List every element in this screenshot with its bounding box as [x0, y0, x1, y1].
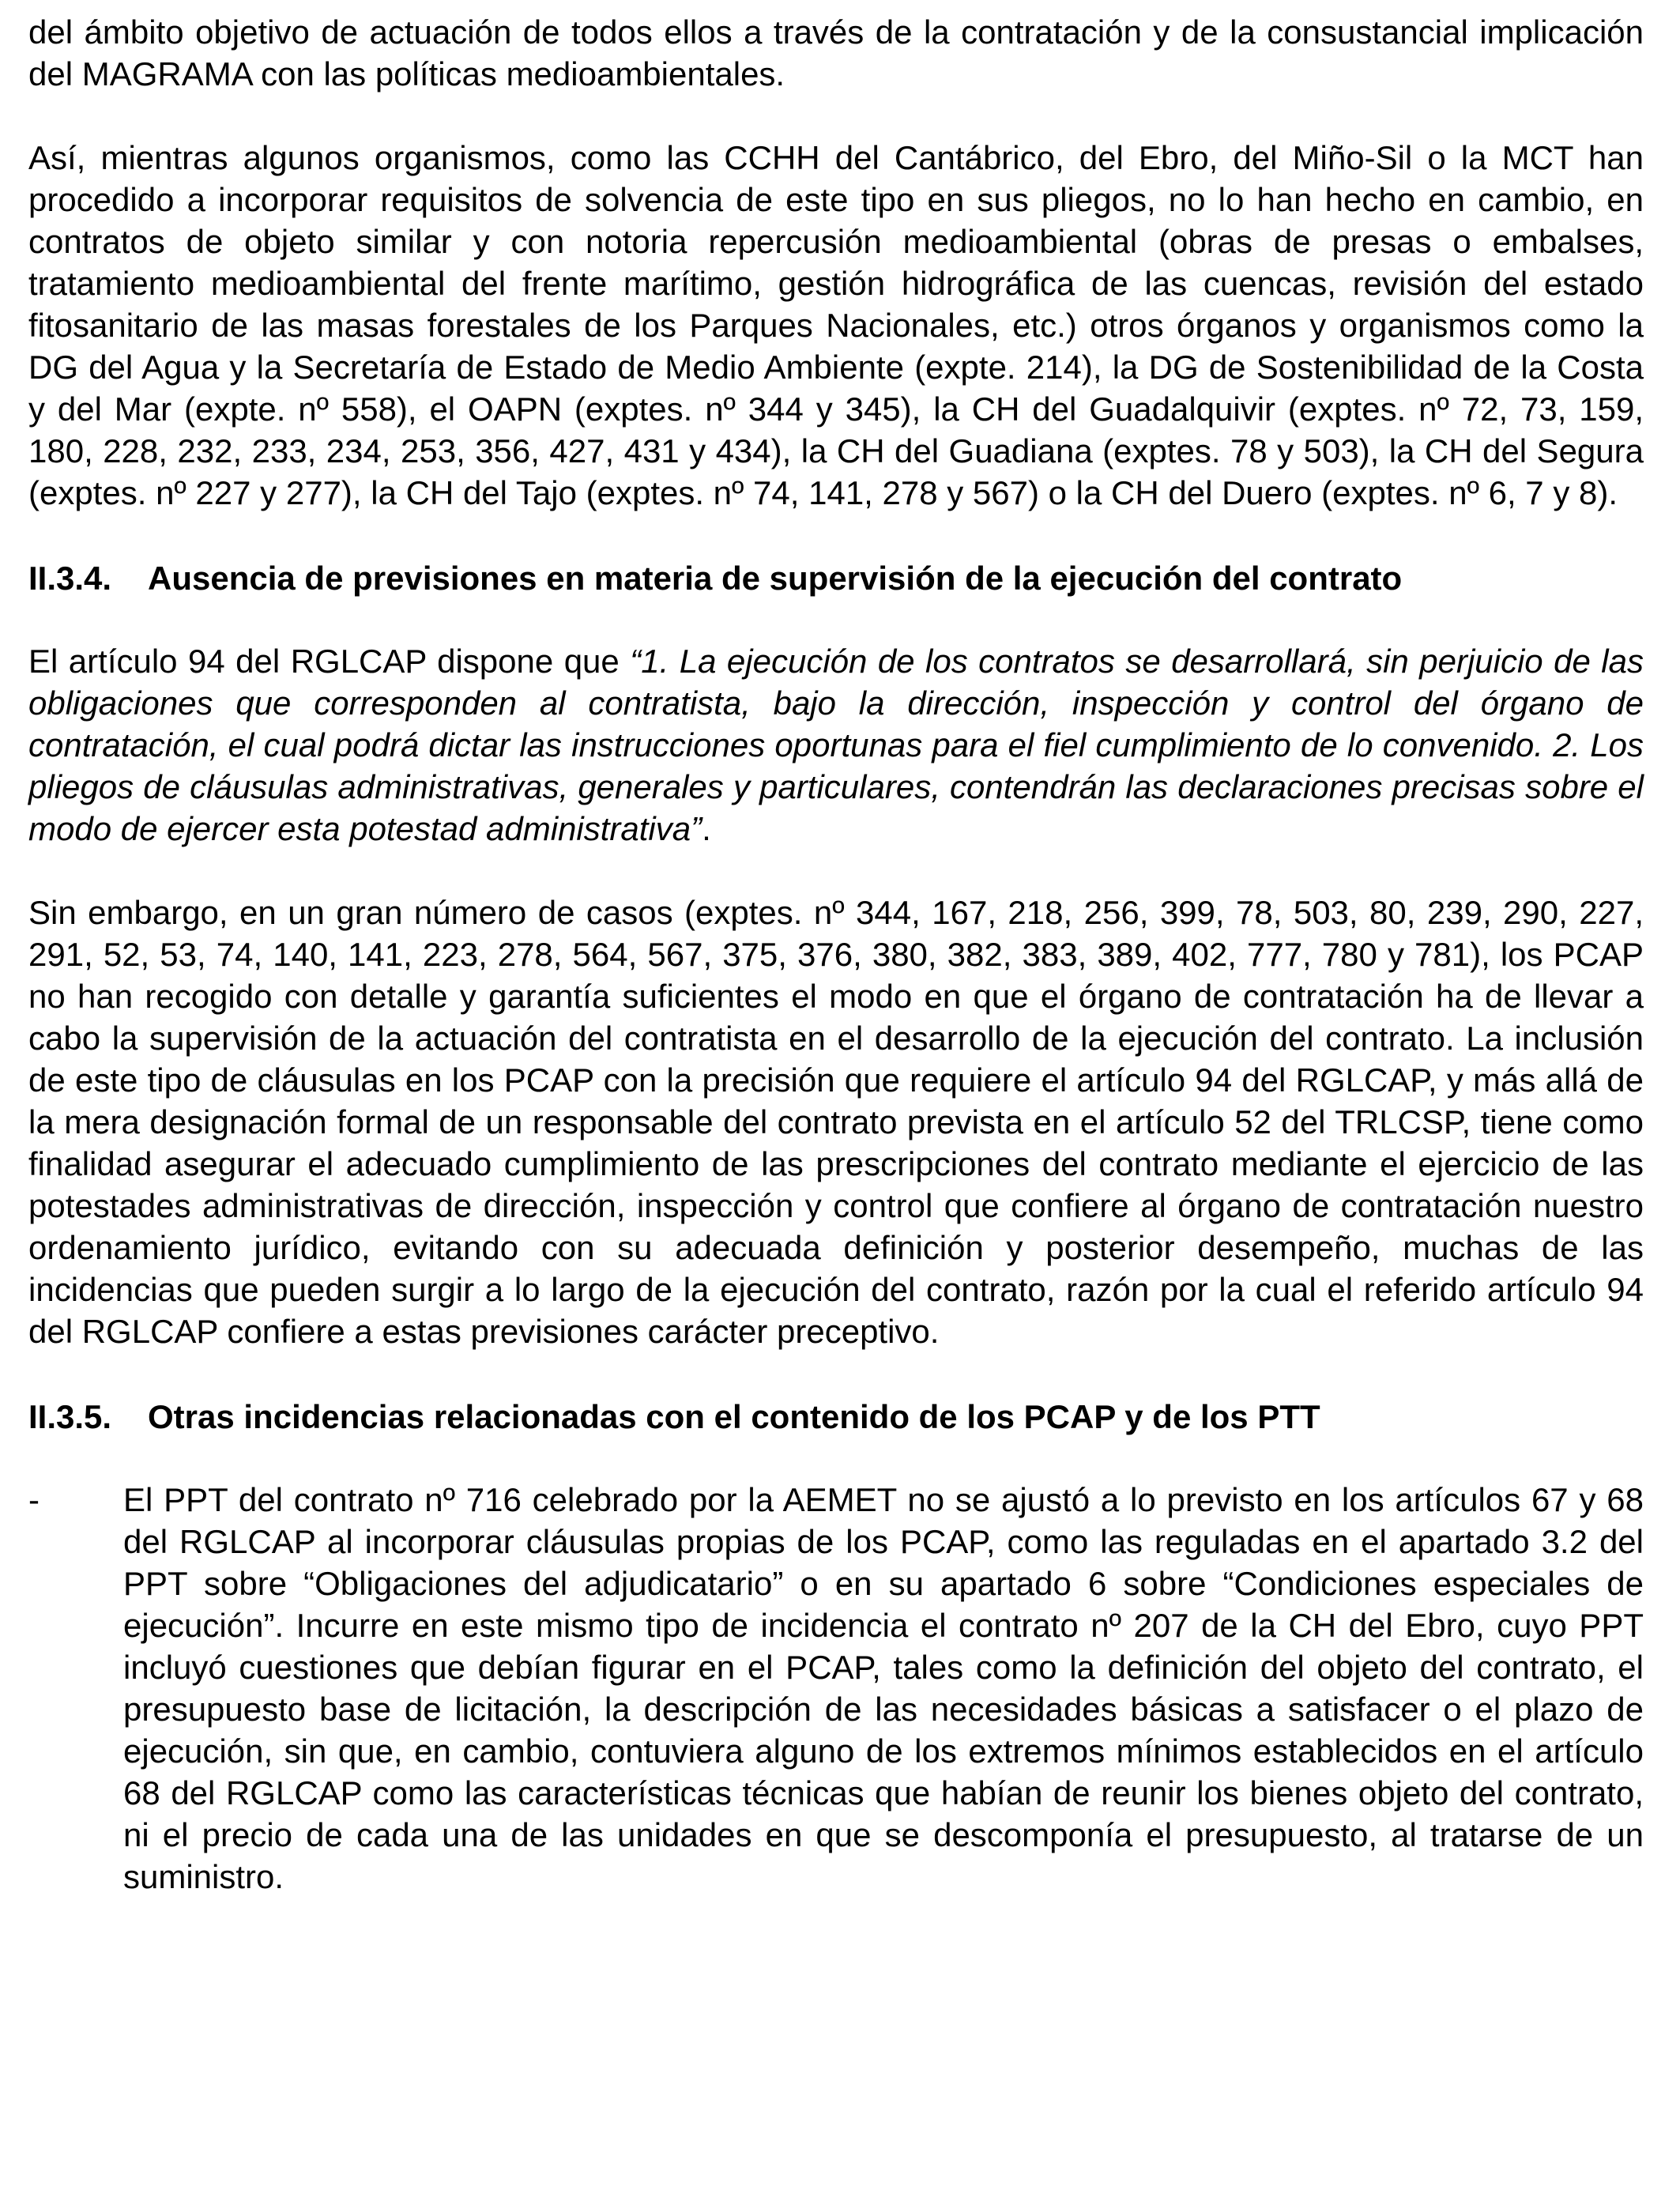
- paragraph-1: del ámbito objetivo de actuación de todos ellos a través de la contratación y de la consustancial implicación del MAGRAMA con las políticas medioambientales.: [28, 13, 1644, 92]
- section-heading-2-3-5: [28, 1396, 1644, 1438]
- paragraph-4: Sin embargo, en un gran número de casos (exptes. nº 344, 167, 218, 256, 399, 78, 503, 80, 239, 290, 227, 291, 52, 53, 74, 140, 141, 223, 278, 564, 567, 375, 376, 380, 382, 383, 389, 402, 777, 780 y 781), los PCAP no han recogido con detalle y garantía suficientes el modo en que el órgano de contratación ha de llevar a cabo la supervisión de la actuación del contratista en el desarrollo de la ejecución del contrato. La inclusión de este tipo de cláusulas en los PCAP con la precisión que requiere el artículo 94 del RGLCAP, y más allá de la mera designación formal de un responsable del contrato prevista en el artículo 52 del TRLCSP, tiene como finalidad asegurar el adecuado cumplimiento de las prescripciones del contrato mediante el ejercicio de las potestades administrativas de dirección, inspección y control que confiere al órgano de contratación nuestro ordenamiento jurídico, evitando con su adecuada definición y posterior desempeño, muchas de las incidencias que pueden surgir a lo largo de la ejecución del contrato, razón por la cual el referido artículo 94 del RGLCAP confiere a estas previsiones carácter preceptivo.: [28, 894, 1644, 1350]
- paragraph-3: [28, 640, 1644, 850]
- paragraph-3-intro: El artículo 94 del RGLCAP dispone que: [28, 643, 631, 680]
- section-number: II.3.5.: [28, 1398, 112, 1435]
- paragraph-spacer: [28, 95, 1644, 137]
- paragraph-spacer: [28, 514, 1644, 557]
- bullet-item: [28, 1479, 1644, 1898]
- bullet-marker: -: [28, 1481, 40, 1518]
- section-title: Ausencia de previsiones en materia de supervisión de la ejecución del contrato: [148, 560, 1403, 597]
- paragraph-spacer: [28, 599, 1644, 640]
- bullet-text: El PPT del contrato nº 716 celebrado por la AEMET no se ajustó a lo previsto en los artículos 67 y 68 del RGLCAP al incorporar cláusulas propias de los PCAP, como las reguladas en el apartado 3.2 del PPT sobre “Obligaciones del adjudicatario” o en su apartado 6 sobre “Condiciones especiales de ejecución”. Incurre en este mismo tipo de incidencia el contrato nº 207 de la CH del Ebro, cuyo PPT incluyó cuestiones que debían figurar en el PCAP, tales como la definición del objeto del contrato, el presupuesto base de licitación, la descripción de las necesidades básicas a satisfacer o el plazo de ejecución, sin que, en cambio, contuviera alguno de los extremos mínimos establecidos en el artículo 68 del RGLCAP como las características técnicas que habían de reunir los bienes objeto del contrato, ni el precio de cada una de las unidades en que se descomponía el presupuesto, al tratarse de un suministro.: [123, 1481, 1644, 1895]
- paragraph-3-end: .: [702, 810, 711, 847]
- paragraph-3-quote: “1. La ejecución de los contratos se desarrollará, sin perjuicio de las obligaciones que corresponden al contratista, bajo la dirección, inspección y control del órgano de contratación, el cual podrá dictar las instrucciones oportunas para el fiel cumplimiento de lo convenido. 2. Los pliegos de cláusulas administrativas, generales y particulares, contendrán las declaraciones precisas sobre el modo de ejercer esta potestad administrativa”: [28, 643, 1644, 847]
- section-heading-2-3-4: [28, 557, 1644, 599]
- section-number: II.3.4.: [28, 560, 112, 597]
- paragraph-spacer: [28, 850, 1644, 892]
- paragraph-spacer: [28, 1352, 1644, 1396]
- section-title: Otras incidencias relacionadas con el contenido de los PCAP y de los PTT: [148, 1398, 1320, 1435]
- paragraph-spacer: [28, 1438, 1644, 1479]
- document-page: [28, 11, 1644, 1898]
- paragraph-2: Así, mientras algunos organismos, como las CCHH del Cantábrico, del Ebro, del Miño-Sil o la MCT han procedido a incorporar requisitos de solvencia de este tipo en sus pliegos, no lo han hecho en cambio, en contratos de objeto similar y con notoria repercusión medioambiental (obras de presas o embalses, tratamiento medioambiental del frente marítimo, gestión hidrográfica de las cuencas, revisión del estado fitosanitario de las masas forestales de los Parques Nacionales, etc.) otros órganos y organismos como la DG del Agua y la Secretaría de Estado de Medio Ambiente (expte. 214), la DG de Sostenibilidad de la Costa y del Mar (expte. nº 558), el OAPN (exptes. nº 344 y 345), la CH del Guadalquivir (exptes. nº 72, 73, 159, 180, 228, 232, 233, 234, 253, 356, 427, 431 y 434), la CH del Guadiana (exptes. 78 y 503), la CH del Segura (exptes. nº 227 y 277), la CH del Tajo (exptes. nº 74, 141, 278 y 567) o la CH del Duero (exptes. nº 6, 7 y 8).: [28, 139, 1644, 511]
